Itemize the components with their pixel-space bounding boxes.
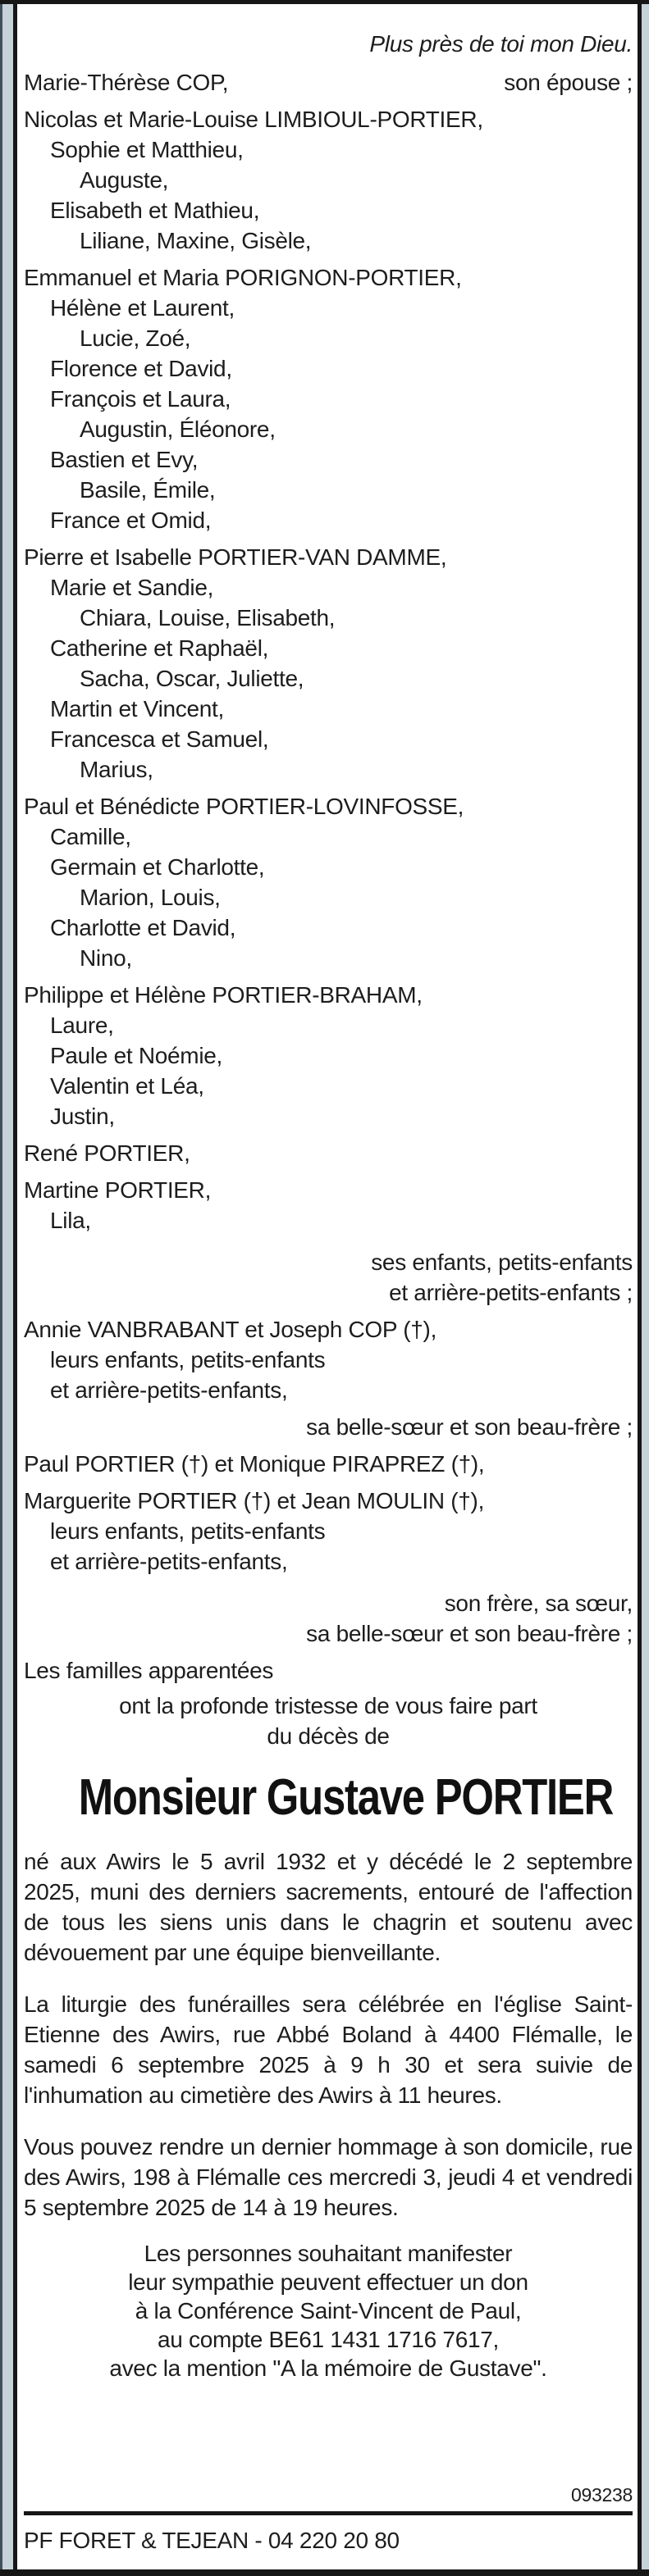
family-line (24, 754, 633, 785)
family-line-text: Annie VANBRABANT et Joseph COP (†), (24, 1317, 437, 1342)
family-line-text: Laure, (50, 1013, 114, 1038)
family-line-text: Camille, (50, 824, 131, 849)
family-line (24, 104, 633, 134)
family-line (24, 1546, 633, 1577)
family-line (24, 134, 633, 165)
family-line-right (24, 1277, 633, 1308)
family-line (24, 384, 633, 414)
family-line-text: Hélène et Laurent, (50, 295, 235, 321)
family-line (24, 1314, 633, 1345)
notice-bottom-border (0, 2569, 649, 2576)
family-line (24, 980, 633, 1010)
family-line-right-text: son frère, sa sœur, (444, 1591, 633, 1616)
family-line (24, 572, 633, 603)
family-line-text: Sacha, Oscar, Juliette, (80, 666, 304, 691)
family-line-text: Bastien et Evy, (50, 447, 199, 472)
family-line-text: Augustin, Éléonore, (80, 416, 276, 442)
funeral-home: PF FORET & TEJEAN - 04 220 20 80 (24, 2528, 400, 2553)
family-line-text: Marguerite PORTIER (†) et Jean MOULIN (†), (24, 1488, 485, 1513)
family-line-text: Pierre et Isabelle PORTIER-VAN DAMME, (24, 544, 447, 570)
notice-right-border (638, 4, 642, 2569)
family-line (24, 225, 633, 256)
family-line-right (24, 1247, 633, 1277)
family-line-text: Germain et Charlotte, (50, 854, 265, 880)
family-line-right (24, 1588, 633, 1618)
family-line (24, 323, 633, 353)
family-line (24, 1010, 633, 1040)
family-line-text: Paule et Noémie, (50, 1043, 222, 1068)
family-line-text: François et Laura, (50, 386, 231, 412)
family-line (24, 663, 633, 694)
family-line-text: Charlotte et David, (50, 915, 236, 940)
family-line (24, 67, 633, 98)
family-line-text: Basile, Émile, (80, 477, 216, 503)
family-line (24, 165, 633, 195)
family-line (24, 1655, 633, 1686)
family-line (24, 1375, 633, 1405)
deceased-name: Monsieur Gustave PORTIER (78, 1769, 614, 1826)
notice-paragraph: Vous pouvez rendre un dernier hommage à son domicile, rue des Awirs, 198 à Flémalle ces mercredi 3, jeudi 4 et vendredi 5 septembre 2025 de 14 à 19 heures. (24, 2134, 633, 2220)
family-line-right-text: sa belle-sœur et son beau-frère ; (306, 1621, 633, 1646)
family-line-text: Martin et Vincent, (50, 696, 224, 721)
notice-paragraph: La liturgie des funérailles sera célébrée en l'église Saint-Etienne des Awirs, rue Abbé Boland à 4400 Flémalle, le samedi 6 septembre 2025 à 9 h 30 et sera suivie de l'inhumation au cimetière des Awirs à 11 heures. (24, 1991, 633, 2108)
family-line (24, 1205, 633, 1236)
family-line (24, 913, 633, 943)
family-line (24, 1071, 633, 1101)
family-line-text: Chiara, Louise, Elisabeth, (80, 605, 336, 630)
family-line-text: et arrière-petits-enfants, (50, 1377, 288, 1403)
family-line-text: Lila, (50, 1208, 91, 1233)
family-line (24, 1486, 633, 1516)
family-line-text: Marie-Thérèse COP, (24, 70, 229, 95)
notice-content (17, 4, 638, 2569)
family-line (24, 475, 633, 505)
epigraph: Plus près de toi mon Dieu. (369, 31, 633, 57)
family-line (24, 293, 633, 323)
family-line-text: Marie et Sandie, (50, 575, 214, 600)
family-line (24, 262, 633, 293)
donation-block (24, 2239, 633, 2383)
family-line (24, 724, 633, 754)
notice-paragraphs (24, 1846, 633, 2223)
family-line-text: leurs enfants, petits-enfants (50, 1347, 326, 1372)
family-line-text: Francesca et Samuel, (50, 726, 269, 752)
family-line-right (24, 1618, 633, 1649)
family-line (24, 943, 633, 973)
family-line-text: Valentin et Léa, (50, 1073, 204, 1099)
family-line-text: leurs enfants, petits-enfants (50, 1518, 326, 1544)
family-line (24, 694, 633, 724)
bottom-cluster (24, 2484, 633, 2556)
family-line-text: Marius, (80, 757, 153, 782)
family-line (24, 444, 633, 475)
family-line-text: Sophie et Matthieu, (50, 137, 244, 162)
family-line-right-text: et arrière-petits-enfants ; (389, 1280, 633, 1305)
family-list (24, 67, 633, 1686)
family-line-text: France et Omid, (50, 507, 212, 533)
family-line-text: Nino, (80, 945, 132, 971)
family-line-text: Florence et David, (50, 356, 232, 381)
family-line-text: Emmanuel et Maria PORIGNON-PORTIER, (24, 265, 462, 290)
family-line (24, 1138, 633, 1168)
family-line (24, 505, 633, 535)
family-line (24, 1449, 633, 1479)
family-line-text: Paul et Bénédicte PORTIER-LOVINFOSSE, (24, 794, 464, 819)
donation-line: à la Conférence Saint-Vincent de Paul, (135, 2298, 522, 2323)
family-line (24, 882, 633, 913)
family-line-text: Elisabeth et Mathieu, (50, 198, 260, 223)
family-line-right-text: ses enfants, petits-enfants (371, 1249, 633, 1275)
family-line (24, 1101, 633, 1131)
family-line-right-text: sa belle-sœur et son beau-frère ; (306, 1414, 633, 1440)
donation-line: au compte BE61 1431 1716 7617, (157, 2327, 499, 2352)
donation-line: avec la mention "A la mémoire de Gustave". (109, 2355, 547, 2381)
family-line (24, 852, 633, 882)
family-line (24, 1516, 633, 1546)
family-line-right-text: son épouse ; (504, 70, 633, 95)
family-line (24, 1175, 633, 1205)
family-line (24, 542, 633, 572)
family-line-text: Lucie, Zoé, (80, 325, 191, 351)
family-line-text: Liliane, Maxine, Gisèle, (80, 228, 312, 253)
family-line-text: Paul PORTIER (†) et Monique PIRAPREZ (†), (24, 1451, 485, 1477)
left-stripe (0, 4, 13, 2569)
family-line-text: René PORTIER, (24, 1140, 190, 1166)
family-line-text: Catherine et Raphaël, (50, 635, 269, 661)
family-line-text: Marion, Louis, (80, 885, 221, 910)
family-line (24, 353, 633, 384)
family-line-text: Justin, (50, 1104, 115, 1129)
family-line-text: Philippe et Hélène PORTIER-BRAHAM, (24, 982, 423, 1008)
family-line-text: Auguste, (80, 167, 169, 193)
family-line-text: Nicolas et Marie-Louise LIMBIOUL-PORTIER, (24, 107, 483, 132)
family-line (24, 603, 633, 633)
intro-line-2: du décès de (267, 1723, 390, 1749)
family-line (24, 1345, 633, 1375)
family-line (24, 791, 633, 821)
family-line-right (24, 1412, 633, 1442)
intro-line-1: ont la profonde tristesse de vous faire part (119, 1693, 537, 1718)
reference-number: 093238 (571, 2484, 633, 2505)
family-line (24, 195, 633, 225)
family-line-text: Martine PORTIER, (24, 1177, 212, 1203)
family-line (24, 1040, 633, 1071)
family-line (24, 414, 633, 444)
family-line (24, 633, 633, 663)
notice-paragraph: né aux Awirs le 5 avril 1932 et y décédé le 2 septembre 2025, muni des derniers sacrements, entouré de l'affection de tous les siens unis dans le chagrin et soutenu avec dévouement par une équipe bienveillante. (24, 1849, 633, 1965)
donation-line: leur sympathie peuvent effectuer un don (128, 2269, 528, 2295)
family-line-text: et arrière-petits-enfants, (50, 1549, 288, 1574)
family-line (24, 821, 633, 852)
donation-line: Les personnes souhaitant manifester (144, 2241, 513, 2266)
right-stripe (642, 4, 649, 2569)
family-line-text: Les familles apparentées (24, 1658, 274, 1683)
